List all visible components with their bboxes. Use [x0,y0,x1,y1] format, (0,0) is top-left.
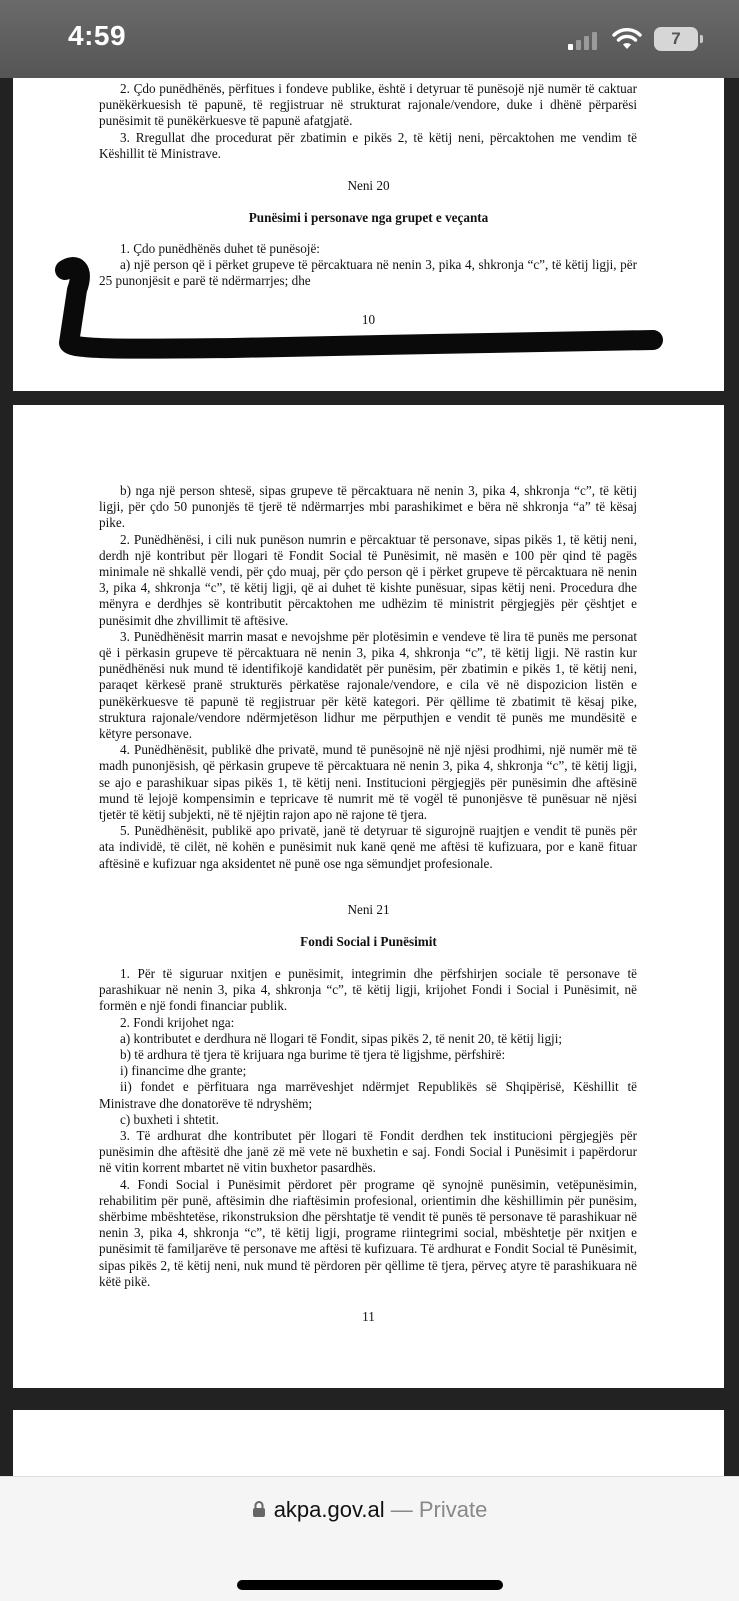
battery-cap [700,35,703,43]
paragraph: 3. Punëdhënësit marrin masat e nevojshme për plotësimin e vendeve të lira të punës me personat që i përkasin grupeve të përcaktuara në nenin 3, pika 4, shkronja “c”, të këtij ligji. Në rastin kur punëdhënësi nuk mund të identifikojë kandidatët për punësim, për zbatimin e pikës 1, të këtij neni, paraqet kërkesë pranë strukturës përkatëse rajonale/vendore, e cila vë në dispozicion listën e punëkërkuesve të papunë të regjistruar për këtë kategori. Për qëllime të zbatimit të kësaj pike, struktura rajonale/vendore ndërmjetëson lidhur me përputhjen e vendit të punës me mundësitë e këtyre personave. [99,628,637,742]
document-page-10 [13,78,724,391]
page11-article-20-continued [99,483,637,872]
url-display[interactable] [0,1497,739,1523]
article-title: Punësimi i personave nga grupet e veçanta [248,210,489,225]
paragraph: 1. Për të siguruar nxitjen e punësimit, integrimin dhe përfshirjen sociale të personave të parashikuar në nenin 3, pika 4, shkronja “c”, të këtij ligji, krijohet Fondi i Social i Punësimit, në formën e një fondi financiar publik. [99,966,637,1014]
wifi-icon [612,28,642,50]
paragraph: c) buxheti i shtetit. [120,1111,219,1127]
paragraph: a) një person që i përket grupeve të përcaktuara në nenin 3, pika 4, shkronja “c”, të këtij ligji, për 25 punonjësit e parë të ndërmarrjes; dhe [99,257,637,289]
article-number: Neni 20 [347,178,390,193]
paragraph: b) nga një person shtesë, sipas grupeve të përcaktuara në nenin 3, pika 4, shkronja “c”, të këtij ligji, për çdo 50 punonjës të tjerë të ndërmarrjes mbi parashikimet e bëra në shkronja “a” të kësaj pike. [99,483,637,531]
redaction-marker-scribble [13,78,724,391]
url-domain: akpa.gov.al [273,1497,385,1522]
paragraph: 2. Punëdhënësi, i cili nuk punëson numrin e përcaktuar të personave, sipas pikës 1, të këtij neni, derdh një kontribut për llogari të Fondit Social të Punësimit, në masën e 100 për qind të pagës minimale në shkallë vendi, për çdo muaj, për çdo person që i përket grupeve të përcaktuara në nenin 3, pika 4, shkronja “c”, të këtij ligji, që ai duhet të kishte punësuar, sipas këtij neni. Procedura dhe mënyra e derdhjes së kontributit përcaktohen me udhëzim të ministrit përgjegjës për çështjet e punësimit dhe zhvillimit të aftësive. [99,531,637,628]
article-number: Neni 21 [347,902,390,917]
page-number: 11 [362,1309,375,1324]
paragraph: 3. Të ardhurat dhe kontributet për llogari të Fondit derdhen tek institucioni përgjegjës për punësimin dhe aftësitë dhe janë zë më vete në buxhetin e saj. Fondi Social i Punësimit i papërdorur në vitin korrent mbartet në vitin buxhetor pasardhës. [99,1128,637,1176]
article-title: Fondi Social i Punësimit [300,934,437,949]
paragraph: b) të ardhura të tjera të krijuara nga burime të tjera të ligjshme, përfshirë: [120,1047,506,1063]
battery-icon: 7 [654,27,698,51]
paragraph: 2. Çdo punëdhënës, përfitues i fondeve publike, është i detyruar të punësojë një numër të caktuar punëkërkuesish të papunë, të regjistruar në strukturat rajonale/vendore, duke i dhënë përparësi punësimit të punëkërkuesve të papunë afatgjatë. [99,81,637,129]
cellular-signal-icon [568,30,602,50]
paragraph: 5. Punëdhënësit, publikë apo privatë, janë të detyruar të sigurojnë ruajtjen e vendit të punës për ata individë, të cilët, në kohën e punësimit nuk kanë qenë me aftësi të kufizuara, por e kanë fituar aftësinë e kufizuar nga aksidentet në punë ose nga sëmundjet profesionale. [99,823,637,871]
status-bar [0,0,739,78]
url-separator: — [384,1497,419,1522]
status-time: 4:59 [68,20,127,51]
paragraph: ii) fondet e përfituara nga marrëveshjet ndërmjet Republikës së Shqipërisë, Këshillit të Ministrave dhe donatorëve të ndryshëm; [99,1079,637,1111]
document-page-11 [13,405,724,1388]
paragraph: 4. Punëdhënësit, publikë dhe privatë, mund të punësojnë në një njësi prodhimi, një numër më të madh punonjësish, që përkasin grupeve të përcaktuara në nenin 3, pika 4, shkronja “c”, të këtij ligji, se ajo e parashikuar sipas pikës 1, të këtij neni. Institucioni përgjegjës për punësimin dhe aftësinë mund të lejojë kompensimin e tepricave të numrit më të vogël të punonjësve të punësuar në njësi tjetër të këtij subjekti, në të njëjtin rajon apo në rajone të tjera. [99,742,637,823]
page-number: 10 [361,312,376,327]
lock-icon [252,1500,266,1518]
home-indicator[interactable] [237,1580,503,1590]
paragraph: a) kontributet e derdhura në llogari të Fondit, sipas pikës 2, të nenit 20, të këtij ligji; [120,1030,563,1046]
page11-article-21-body [99,966,637,1290]
paragraph: i) financime dhe grante; [120,1063,247,1079]
paragraph: 3. Rregullat dhe procedurat për zbatimin e pikës 2, të këtij neni, përcaktohen me vendim të Këshillit të Ministrave. [99,129,637,161]
private-mode-label: Private [418,1497,488,1522]
paragraph: 4. Fondi Social i Punësimit përdoret për programe që synojnë punësimin, vetëpunësimin, rehabilitim për punë, aftësimin dhe riaftësimin profesional, orientimin dhe këshillimin për punësim, shërbime mbështetëse, rikonstruksion dhe përshtatje të vendit të punës të personave të parashikuar në nenin 3, pika 4, shkronja “c”, të këtij ligji, programe riintegrimi social, mbështetje për nxitjen e punësimit të familjarëve të personave me aftësi të kufizuara. Të ardhurat e Fondit Social të Punësimit, sipas pikës 2, të këtij neni, nuk mund të përdoren për qëllime të tjera, përveç atyre të parashikuara në këtë pikë. [99,1176,637,1289]
paragraph: 2. Fondi krijohet nga: [120,1014,235,1030]
paragraph: 1. Çdo punëdhënës duhet të punësojë: [120,241,320,256]
